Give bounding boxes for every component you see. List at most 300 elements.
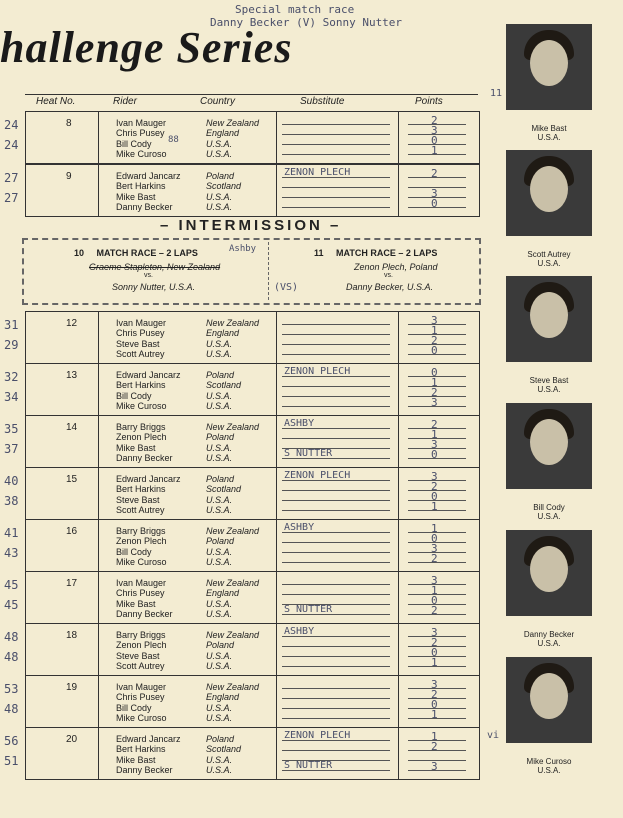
match10-label: MATCH RACE – 2 LAPS: [96, 248, 198, 258]
rider-name: Mike Curoso: [116, 149, 167, 160]
photo-face: [530, 546, 568, 592]
heat-riders: [116, 171, 181, 213]
col-divider: [276, 165, 277, 216]
rider-name: Bill Cody: [116, 390, 152, 401]
heat-number: 12: [66, 318, 78, 329]
caption-name: Danny Becker: [523, 630, 575, 639]
rider-country: Poland: [206, 734, 235, 744]
col-divider: [276, 416, 277, 467]
match11-rider2: Danny Becker, U.S.A.: [346, 282, 434, 292]
col-divider: [98, 165, 99, 216]
substitute-line: [282, 197, 390, 198]
col-divider: [398, 572, 399, 623]
rider-country: Scotland: [206, 380, 242, 391]
rider-country: U.S.A.: [206, 546, 233, 557]
col-divider: [276, 364, 277, 415]
points-value: 2: [431, 114, 438, 127]
page-title: hallenge Series: [0, 23, 293, 72]
rider-country: Poland: [206, 640, 235, 651]
substitute-line: [282, 708, 390, 709]
match10-header: [74, 248, 198, 258]
rider-country: New Zealand: [206, 318, 260, 328]
rider-name: Zenon Plech: [116, 536, 167, 547]
points-value: 3: [431, 574, 438, 587]
points-value: 1: [431, 656, 438, 669]
match10-num: 10: [74, 248, 85, 258]
match11-num: 11: [314, 248, 324, 258]
rider-photo: [506, 403, 592, 489]
points-value: 3: [431, 187, 438, 200]
rider-name: Danny Becker: [116, 202, 173, 213]
points-value: 1: [431, 708, 438, 721]
running-score-1: 35: [4, 422, 19, 436]
rider-name: Edward Jancarz: [116, 474, 181, 484]
rider-country: U.S.A.: [206, 349, 233, 360]
substitute-name-2: S NUTTER: [284, 604, 333, 615]
running-score-2: 48: [4, 650, 19, 664]
points-value: 2: [431, 480, 438, 493]
col-divider: [276, 312, 277, 363]
rider-country: New Zealand: [206, 578, 260, 588]
rider-photo: [506, 657, 592, 743]
heat-riders: [116, 578, 173, 620]
rider-name: Barry Briggs: [116, 422, 166, 432]
points-value: 2: [431, 167, 438, 180]
heat-row: [4, 727, 480, 780]
rider-country: U.S.A.: [206, 453, 233, 464]
rider-name: Bill Cody: [116, 546, 152, 557]
heat-row: [4, 467, 480, 520]
rider-name: Chris Pusey: [116, 128, 165, 139]
col-points: Points: [415, 96, 443, 107]
heat-countries: [206, 734, 241, 776]
caption-country: U.S.A.: [537, 512, 561, 521]
substitute-line: [282, 207, 390, 208]
heat-number: 15: [66, 474, 78, 485]
heat-riders: [116, 526, 167, 568]
col-divider: [98, 572, 99, 623]
points-value: 0: [431, 646, 438, 659]
points-value: 0: [431, 532, 438, 545]
heat-row: [4, 519, 480, 572]
points-value: 3: [431, 396, 438, 409]
substitute-line: [282, 134, 390, 135]
rider-name: Chris Pusey: [116, 692, 165, 703]
rider-country: England: [206, 692, 240, 703]
heat-number: 18: [66, 630, 78, 641]
rider-country: U.S.A.: [206, 661, 233, 672]
heat-countries: [206, 474, 241, 516]
match-divider: [268, 242, 269, 300]
rider-name: Scott Autrey: [116, 505, 165, 516]
caption-name: Bill Cody: [533, 503, 565, 512]
caption-country: U.S.A.: [537, 639, 561, 648]
col-rider: Rider: [113, 96, 137, 107]
running-score-1: 45: [4, 578, 19, 592]
running-score-1: 40: [4, 474, 19, 488]
match10-note: Ashby: [229, 244, 257, 254]
match11-rider1: Zenon Plech, Poland: [354, 262, 438, 272]
points-value: 0: [431, 490, 438, 503]
col-divider: [276, 728, 277, 779]
substitute-name: ZENON PLECH: [284, 730, 351, 741]
heat-row: [4, 363, 480, 416]
rider-country: Poland: [206, 536, 235, 547]
rider-name: Bert Harkins: [116, 744, 166, 755]
points-value: 3: [431, 626, 438, 639]
col-divider: [398, 520, 399, 571]
substitute-line: [282, 594, 390, 595]
substitute-name: ASHBY: [284, 522, 315, 533]
rider-name: Bert Harkins: [116, 484, 166, 495]
heat-riders: [116, 734, 181, 776]
rider-photo: [506, 530, 592, 616]
rider-country: U.S.A.: [206, 401, 233, 412]
rider-photo: [506, 24, 592, 110]
substitute-line: [282, 718, 390, 719]
substitute-name: ASHBY: [284, 626, 315, 637]
points-value: 1: [431, 144, 438, 157]
rider-name: Zenon Plech: [116, 432, 167, 443]
rider-country: Scotland: [206, 484, 242, 495]
substitute-name: ZENON PLECH: [284, 470, 351, 481]
rider-name: Steve Bast: [116, 494, 160, 505]
heat-row: [4, 571, 480, 624]
col-divider: [276, 112, 277, 163]
points-value: 2: [431, 334, 438, 347]
running-score-1: 56: [4, 734, 19, 748]
rider-photo: [506, 276, 592, 362]
heat-number: 13: [66, 370, 78, 381]
substitute-line: [282, 124, 390, 125]
caption-country: U.S.A.: [537, 259, 561, 268]
match10-rider1: Graeme Stapleton, New Zealand: [89, 262, 221, 272]
points-value: 2: [431, 386, 438, 399]
col-divider: [276, 468, 277, 519]
substitute-name: ASHBY: [284, 418, 315, 429]
rider-name: Bill Cody: [116, 702, 152, 713]
col-divider: [398, 728, 399, 779]
rider-name: Bill Cody: [116, 138, 152, 149]
running-score-2: 29: [4, 338, 19, 352]
rider-name: Steve Bast: [116, 650, 160, 661]
match11-header: [314, 248, 437, 258]
rider-name: Mike Bast: [116, 191, 156, 202]
points-value: 1: [431, 500, 438, 513]
points-value: 0: [431, 366, 438, 379]
caption-name: Scott Autrey: [527, 250, 571, 259]
heat-row: [4, 311, 480, 364]
heat-countries: [206, 630, 259, 672]
substitute-line: [282, 187, 390, 188]
rider-country: U.S.A.: [206, 338, 233, 349]
rider-country: U.S.A.: [206, 713, 233, 724]
rider-name: Mike Bast: [116, 754, 156, 765]
rider-name: Barry Briggs: [116, 630, 166, 640]
running-score-1: 41: [4, 526, 19, 540]
rider-name: Bert Harkins: [116, 181, 166, 192]
photo-caption: [506, 250, 592, 268]
col-divider: [98, 728, 99, 779]
heat-riders: [116, 370, 181, 412]
rider-country: U.S.A.: [206, 191, 233, 202]
col-divider: [98, 364, 99, 415]
running-score-1: 32: [4, 370, 19, 384]
rider-name: Danny Becker: [116, 765, 173, 776]
caption-name: Mike Curoso: [526, 757, 572, 766]
photo-face: [530, 292, 568, 338]
match-race-box: [22, 238, 481, 305]
rider-country: U.S.A.: [206, 598, 233, 609]
intermission-label: – INTERMISSION –: [160, 217, 342, 234]
caption-country: U.S.A.: [537, 385, 561, 394]
heat-number: 8: [66, 118, 72, 129]
rider-name: Edward Jancarz: [116, 734, 181, 744]
rider-name: Scott Autrey: [116, 661, 165, 672]
header-rule: [25, 94, 478, 95]
rider-country: England: [206, 588, 240, 599]
points-value: 2: [431, 604, 438, 617]
col-divider: [398, 468, 399, 519]
heat-countries: [206, 422, 259, 464]
heat-number: 20: [66, 734, 78, 745]
points-value: 3: [431, 124, 438, 137]
caption-country: U.S.A.: [537, 133, 561, 142]
running-score-1: 48: [4, 630, 19, 644]
points-value: 1: [431, 584, 438, 597]
col-divider: [276, 624, 277, 675]
rider-name: Danny Becker: [116, 609, 173, 620]
heat-row: [4, 675, 480, 728]
rider-name: Ivan Mauger: [116, 578, 167, 588]
col-divider: [98, 312, 99, 363]
running-score-2: 37: [4, 442, 19, 456]
rider-name: Barry Briggs: [116, 526, 166, 536]
rider-name: Edward Jancarz: [116, 370, 181, 380]
photo-caption: [506, 124, 592, 142]
photo-caption: [506, 503, 592, 521]
running-score-1: 31: [4, 318, 19, 332]
rider-country: Scotland: [206, 744, 242, 755]
heat-countries: [206, 370, 241, 412]
points-value: 3: [431, 438, 438, 451]
substitute-line: [282, 344, 390, 345]
running-score-2: 45: [4, 598, 19, 612]
heat-riders: [116, 318, 166, 360]
heat-number: 17: [66, 578, 78, 589]
running-score-1: 53: [4, 682, 19, 696]
col-divider: [276, 572, 277, 623]
rider-name: Mike Bast: [116, 598, 156, 609]
substitute-line: [282, 438, 390, 439]
rider-country: U.S.A.: [206, 390, 233, 401]
substitute-line: [282, 656, 390, 657]
photo-face: [530, 673, 568, 719]
rider-country: U.S.A.: [206, 650, 233, 661]
substitute-line: [282, 646, 390, 647]
substitute-line: [282, 688, 390, 689]
heat-riders: [116, 474, 181, 516]
margin-mark-bottom: vi: [487, 730, 500, 741]
col-divider: [398, 416, 399, 467]
substitute-line: [282, 698, 390, 699]
match-vs-hand: (VS): [274, 282, 299, 293]
rider-name: Chris Pusey: [116, 328, 165, 339]
match11-label: MATCH RACE – 2 LAPS: [336, 248, 438, 258]
running-score-2: 38: [4, 494, 19, 508]
col-heat: Heat No.: [36, 96, 76, 107]
match11-vs: vs.: [384, 272, 393, 279]
running-score-2: 34: [4, 390, 19, 404]
heat-row: [4, 111, 480, 164]
substitute-line: [282, 584, 390, 585]
rider-country: U.S.A.: [206, 202, 233, 213]
rider-country: U.S.A.: [206, 754, 233, 765]
handwritten-note-line1: Special match race: [235, 3, 355, 16]
running-score-2: 24: [4, 138, 19, 152]
points-value: 1: [431, 522, 438, 535]
heat-riders: [116, 630, 167, 672]
photo-face: [530, 166, 568, 212]
substitute-line: [282, 154, 390, 155]
heat-countries: [206, 318, 259, 360]
photo-face: [530, 40, 568, 86]
match10-vs: vs.: [144, 272, 153, 279]
rider-name: Zenon Plech: [116, 640, 167, 651]
photo-caption: [506, 630, 592, 648]
rider-country: Poland: [206, 171, 235, 181]
caption-country: U.S.A.: [537, 766, 561, 775]
substitute-line: [282, 354, 390, 355]
substitute-name-2: S NUTTER: [284, 448, 333, 459]
points-value: 3: [431, 542, 438, 555]
running-score-2: 51: [4, 754, 19, 768]
points-value: 1: [431, 428, 438, 441]
heat-countries: [206, 118, 259, 160]
heat-number: 16: [66, 526, 78, 537]
points-value: 2: [431, 552, 438, 565]
col-substitute: Substitute: [300, 96, 345, 107]
running-score-1: 27: [4, 171, 19, 185]
points-value: 1: [431, 376, 438, 389]
substitute-line: [282, 510, 390, 511]
handwritten-note-line2: Danny Becker (V) Sonny Nutter: [210, 16, 403, 29]
rider-country: Poland: [206, 432, 235, 443]
col-divider: [98, 416, 99, 467]
heat-countries: [206, 171, 241, 213]
substitute-line: [282, 490, 390, 491]
points-value: 3: [431, 760, 438, 773]
substitute-line: [282, 552, 390, 553]
rider-country: U.S.A.: [206, 765, 233, 776]
points-value: 3: [431, 470, 438, 483]
substitute-line: [282, 542, 390, 543]
photo-caption: [506, 757, 592, 775]
points-value: 1: [431, 730, 438, 743]
heat-number: 19: [66, 682, 78, 693]
photo-caption: [506, 376, 592, 394]
heat-row: [4, 164, 480, 217]
caption-name: Mike Bast: [531, 124, 567, 133]
rider-country: U.S.A.: [206, 138, 233, 149]
points-value: 0: [431, 344, 438, 357]
rider-country: New Zealand: [206, 118, 260, 128]
heat-countries: [206, 578, 259, 620]
rider-name: Edward Jancarz: [116, 171, 181, 181]
substitute-line: [282, 750, 390, 751]
rider-country: U.S.A.: [206, 442, 233, 453]
rider-name: Steve Bast: [116, 338, 160, 349]
col-divider: [276, 676, 277, 727]
rider-country: England: [206, 128, 240, 139]
points-value: 0: [431, 197, 438, 210]
col-divider: [398, 112, 399, 163]
points-value: 3: [431, 678, 438, 691]
points-value: 0: [431, 594, 438, 607]
heat-number: 14: [66, 422, 78, 433]
substitute-line: [282, 386, 390, 387]
rider-country: U.S.A.: [206, 494, 233, 505]
rider-name: Danny Becker: [116, 453, 173, 464]
points-value: 0: [431, 448, 438, 461]
rider-country: U.S.A.: [206, 557, 233, 568]
margin-mark-top: 11: [490, 88, 503, 99]
heat-row: [4, 415, 480, 468]
col-divider: [276, 520, 277, 571]
rider-country: New Zealand: [206, 526, 260, 536]
col-divider: [398, 312, 399, 363]
rider-name: Mike Bast: [116, 442, 156, 453]
cody-note: 88: [168, 135, 179, 145]
rider-country: New Zealand: [206, 630, 260, 640]
points-value: 2: [431, 636, 438, 649]
col-divider: [98, 468, 99, 519]
substitute-line: [282, 666, 390, 667]
rider-country: Scotland: [206, 181, 242, 192]
running-score-2: 48: [4, 702, 19, 716]
running-score-2: 27: [4, 191, 19, 205]
col-divider: [98, 520, 99, 571]
running-score-1: 24: [4, 118, 19, 132]
rider-name: Chris Pusey: [116, 588, 165, 599]
rider-name: Mike Curoso: [116, 713, 167, 724]
rider-name: Mike Curoso: [116, 557, 167, 568]
rider-name: Scott Autrey: [116, 349, 165, 360]
points-value: 3: [431, 314, 438, 327]
col-divider: [98, 676, 99, 727]
points-value: 2: [431, 740, 438, 753]
rider-country: U.S.A.: [206, 609, 233, 620]
rider-country: England: [206, 328, 240, 339]
rider-country: New Zealand: [206, 422, 260, 432]
substitute-line: [282, 406, 390, 407]
heat-riders: [116, 422, 173, 464]
col-divider: [98, 624, 99, 675]
col-divider: [398, 364, 399, 415]
rider-name: Ivan Mauger: [116, 318, 167, 328]
heat-riders: [116, 118, 167, 160]
match10-rider2: Sonny Nutter, U.S.A.: [112, 282, 196, 292]
substitute-name: ZENON PLECH: [284, 167, 351, 178]
substitute-line: [282, 144, 390, 145]
col-divider: [98, 112, 99, 163]
photo-face: [530, 419, 568, 465]
rider-photo: [506, 150, 592, 236]
heat-countries: [206, 682, 259, 724]
rider-name: Bert Harkins: [116, 380, 166, 391]
points-value: 1: [431, 324, 438, 337]
running-score-2: 43: [4, 546, 19, 560]
